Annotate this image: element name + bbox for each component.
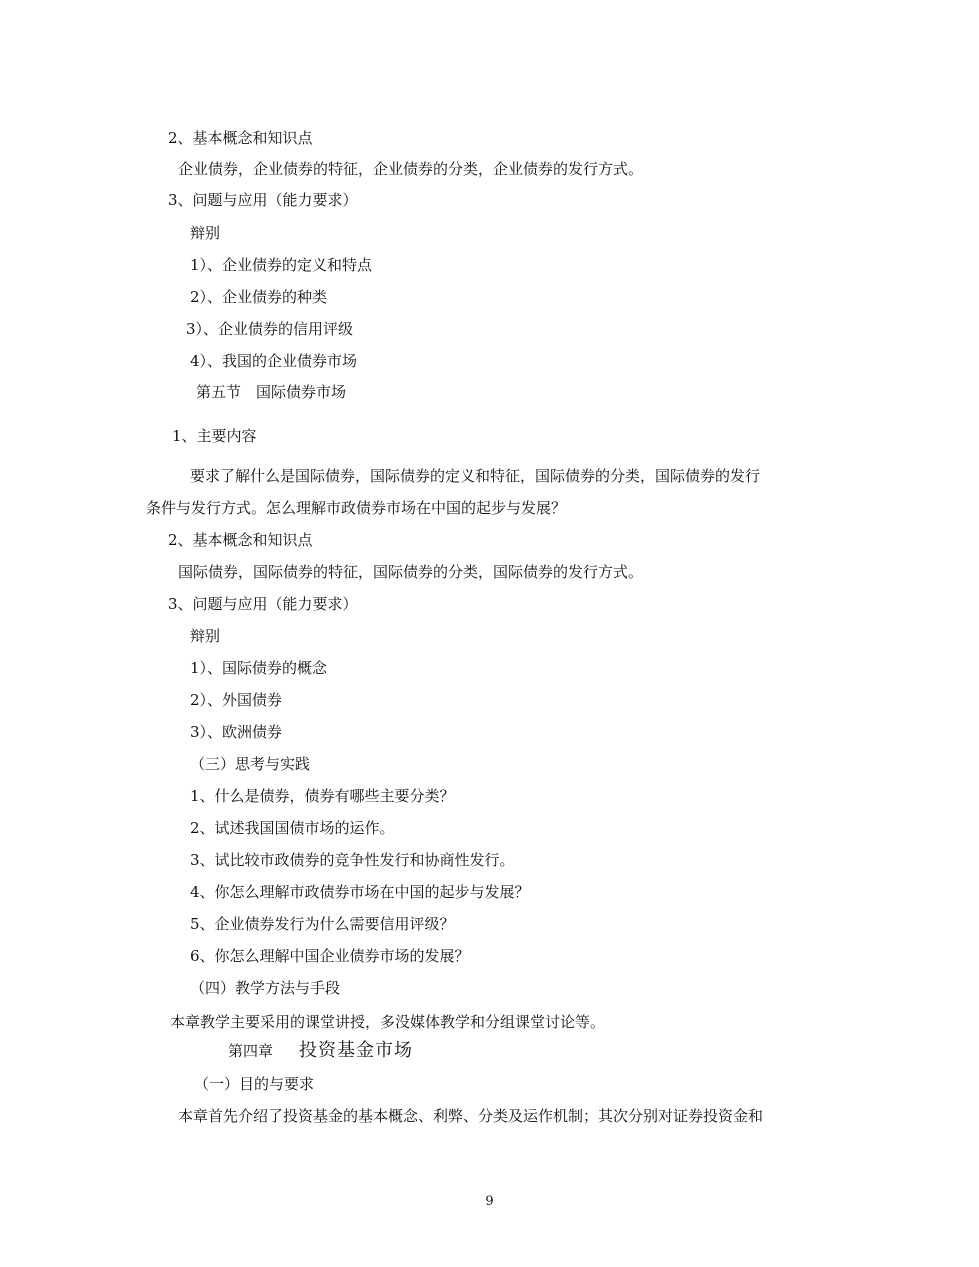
paragraph-text: 条件与发行方式。怎么理解市政债券市场在中国的起步与发展？	[146, 499, 567, 517]
paragraph-text: 国际债券，国际债券的特征，国际债券的分类，国际债券的发行方式。	[178, 563, 644, 581]
paragraph-text: 本章教学主要采用的课堂讲授，多没媒体教学和分组课堂讨论等。	[170, 1013, 606, 1031]
list-item: 4）、我国的企业债券市场	[190, 352, 358, 370]
heading-main-content: 1、主要内容	[172, 427, 257, 445]
heading-questions: 3、问题与应用（能力要求）	[168, 191, 358, 209]
label-distinguish: 辩别	[190, 224, 221, 242]
list-item: 3）、欧洲债券	[190, 723, 283, 741]
list-item: 3）、企业债券的信用评级	[186, 320, 354, 338]
page-number: 9	[485, 1194, 494, 1209]
chapter-title: 投资基金市场	[299, 1040, 414, 1061]
label-distinguish: 辩别	[190, 627, 221, 645]
heading-basic-concepts: 2、基本概念和知识点	[168, 531, 313, 549]
paragraph-text: 本章首先介绍了投资基金的基本概念、利弊、分类及运作机制；其次分别对证券投资金和	[178, 1107, 764, 1125]
question-item: 6、你怎么理解中国企业债券市场的发展？	[190, 947, 470, 965]
section-heading: 第五节 国际债券市场	[196, 383, 347, 401]
list-item: 2）、企业债券的种类	[190, 288, 328, 306]
paragraph-text: 企业债券，企业债券的特征，企业债券的分类，企业债券的发行方式。	[178, 160, 644, 178]
question-item: 3、试比较市政债券的竞争性发行和协商性发行。	[190, 851, 515, 869]
list-item: 1）、国际债券的概念	[190, 659, 328, 677]
question-item: 5、企业债券发行为什么需要信用评级？	[190, 915, 455, 933]
subsection-heading: （四）教学方法与手段	[190, 979, 341, 997]
chapter-number: 第四章	[228, 1042, 274, 1060]
chapter-heading	[228, 1040, 413, 1062]
heading-basic-concepts: 2、基本概念和知识点	[168, 129, 313, 147]
heading-questions: 3、问题与应用（能力要求）	[168, 595, 358, 613]
question-item: 4、你怎么理解市政债券市场在中国的起步与发展？	[190, 883, 530, 901]
list-item: 1）、企业债券的定义和特点	[190, 256, 373, 274]
question-item: 2、试述我国国债市场的运作。	[190, 819, 395, 837]
list-item: 2）、外国债券	[190, 691, 283, 709]
subsection-heading: （三）思考与实践	[190, 755, 311, 773]
subsection-heading: （一）目的与要求	[194, 1075, 315, 1093]
paragraph-text: 要求了解什么是国际债券，国际债券的定义和特征，国际债券的分类，国际债券的发行	[190, 467, 761, 485]
question-item: 1、什么是债券，债券有哪些主要分类？	[190, 787, 455, 805]
